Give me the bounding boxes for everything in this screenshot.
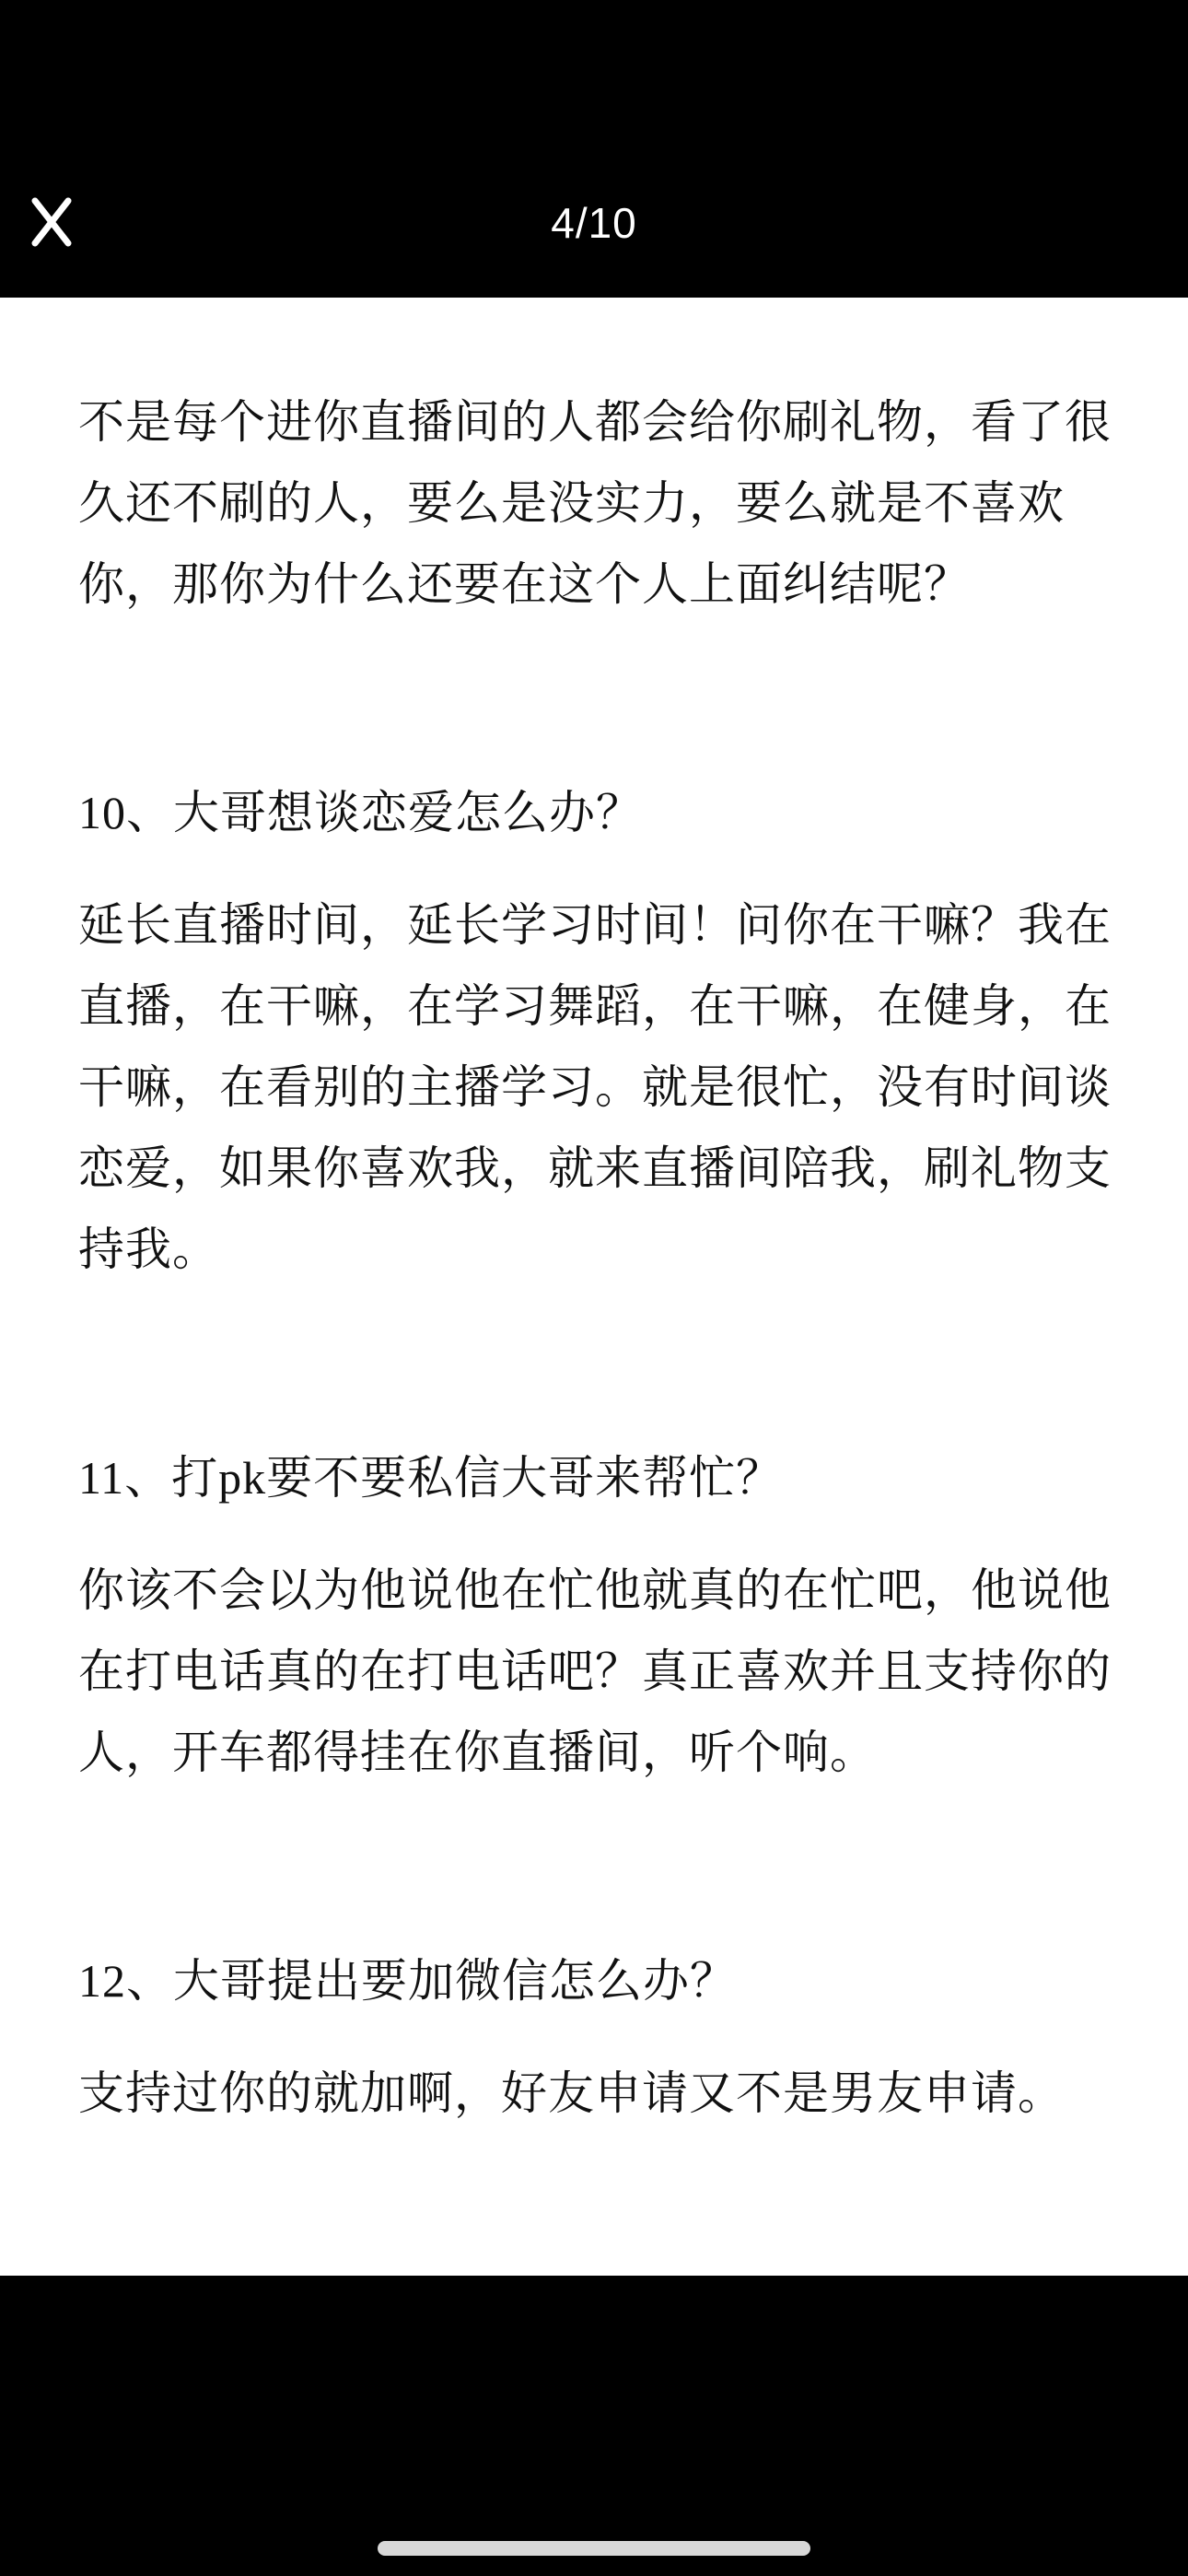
paragraph-answer-12 — [78, 2053, 1110, 2134]
text-line: 支持过你的就加啊，好友申请又不是男友申请。 — [78, 2067, 1065, 2119]
bottom-bar — [0, 2276, 1188, 2576]
text-line: 干嘛，在看别的主播学习。就是很忙，没有时间谈 — [78, 1061, 1112, 1113]
text-line: 久还不刷的人，要么是没实力，要么就是不喜欢 — [78, 477, 1065, 529]
text-line: 你，那你为什么还要在这个人上面纠结呢？ — [78, 558, 971, 610]
text-line: 持我。 — [78, 1224, 219, 1275]
paragraph-answer-9 — [78, 381, 1110, 625]
paragraph-answer-11 — [78, 1550, 1110, 1793]
text-line: 人，开车都得挂在你直播间，听个响。 — [78, 1727, 877, 1778]
viewer-header — [0, 0, 1188, 298]
section-heading-11: 11、打pk要不要私信大哥来帮忙？ — [78, 1452, 784, 1504]
text-line: 在打电话真的在打电话吧？真正喜欢并且支持你的 — [78, 1645, 1112, 1697]
text-line: 不是每个进你直播间的人都会给你刷礼物，看了很 — [78, 396, 1112, 448]
document-content — [78, 381, 1110, 2134]
text-line: 直播，在干嘛，在学习舞蹈，在干嘛，在健身，在 — [78, 980, 1112, 1032]
text-line: 延长直播时间，延长学习时间！问你在干嘛？我在 — [78, 899, 1112, 951]
section-heading-12: 12、大哥提出要加微信怎么办？ — [78, 1955, 737, 2007]
section-heading-10: 10、大哥想谈恋爱怎么办？ — [78, 787, 643, 838]
image-page[interactable] — [0, 298, 1188, 2276]
paragraph-answer-10 — [78, 884, 1110, 1290]
text-line: 恋爱，如果你喜欢我，就来直播间陪我，刷礼物支 — [78, 1142, 1112, 1194]
page-counter: 4/10 — [551, 199, 637, 247]
text-line: 你该不会以为他说他在忙他就真的在忙吧，他说他 — [78, 1564, 1112, 1616]
home-indicator[interactable] — [378, 2541, 810, 2556]
